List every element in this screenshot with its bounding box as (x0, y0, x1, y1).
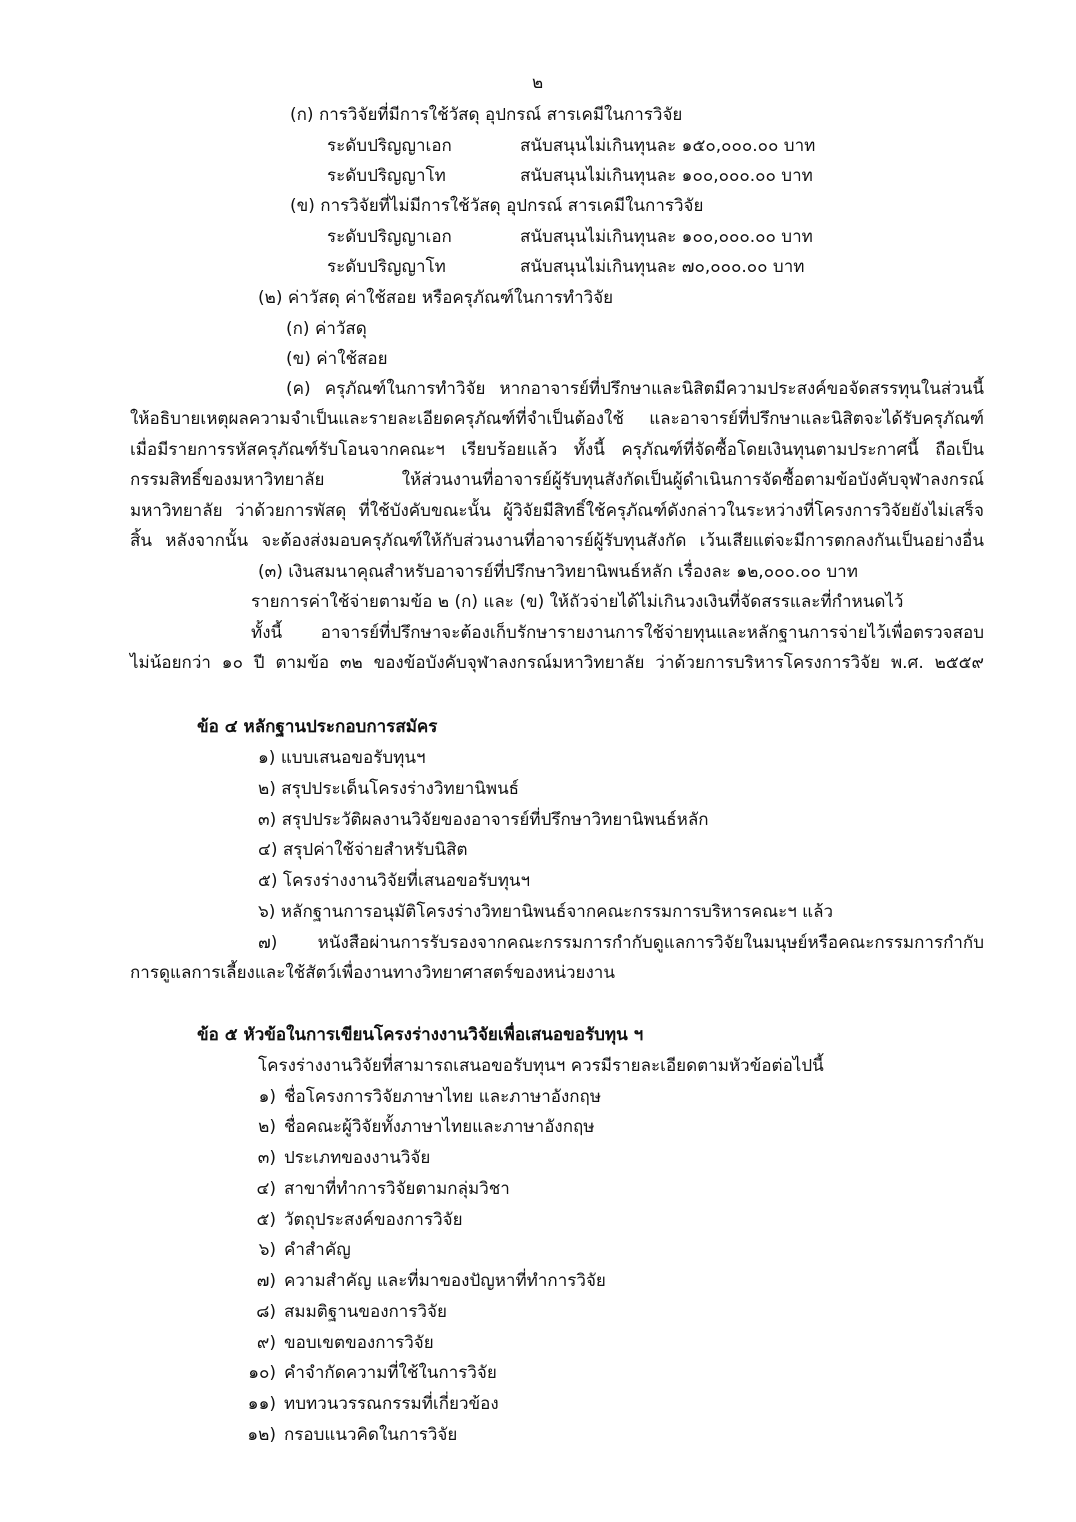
item-2-kh: (ข) ค่าใช้สอย (286, 349, 388, 369)
list-item: กรอบแนวคิดในการวิจัย (284, 1425, 458, 1445)
list-item-continuation: การดูแลการเลี้ยงและใช้สัตว์เพื่องานทางวิทยาศาสตร์ของหน่วยงาน (130, 963, 615, 983)
paragraph-line: สิ้น หลังจากนั้น จะต้องส่งมอบครุภัณฑ์ให้กับส่วนงานที่อาจารย์ผู้รับทุนสังกัด เว้นเสียแต่จะมีการตกลงกันเป็นอย่างอื่น (130, 531, 984, 551)
level-phd: ระดับปริญญาเอก (327, 136, 452, 156)
list-item: สาขาที่ทำการวิจัยตามกลุ่มวิชา (284, 1179, 510, 1199)
level-master: ระดับปริญญาโท (327, 166, 446, 186)
item-2: (๒) ค่าวัสดุ ค่าใช้สอย หรือครุภัณฑ์ในการทำวิจัย (258, 288, 614, 308)
list-number: ๑๒) (247, 1425, 276, 1445)
paragraph-line: กรรมสิทธิ์ของมหาวิทยาลัย ให้ส่วนงานที่อาจารย์ผู้รับทุนสังกัดเป็นผู้ดำเนินการจัดซื้อตามข้อบังคับจุฬาลงกรณ์ (130, 470, 984, 490)
list-item: ๕) โครงร่างงานวิจัยที่เสนอขอรับทุนฯ (258, 871, 531, 891)
expense-note: รายการค่าใช้จ่ายตามข้อ ๒ (ก) และ (ข) ให้ถัวจ่ายได้ไม่เกินวงเงินที่จัดสรรและที่กำหนดไว้ (251, 592, 904, 612)
amount-phd: สนับสนุนไม่เกินทุนละ ๑๕๐,๐๐๐.๐๐ บาท (520, 136, 816, 156)
list-item: ประเภทของงานวิจัย (284, 1148, 431, 1168)
list-number: ๔) (256, 1179, 276, 1199)
list-item: ๒) สรุปประเด็นโครงร่างวิทยานิพนธ์ (258, 779, 520, 799)
level-master: ระดับปริญญาโท (327, 257, 446, 277)
list-item: ๔) สรุปค่าใช้จ่ายสำหรับนิสิต (258, 840, 468, 860)
list-number: ๑๑) (247, 1394, 276, 1414)
list-item: วัตถุประสงค์ของการวิจัย (284, 1210, 463, 1230)
paragraph-line: ทั้งนี้ อาจารย์ที่ปรึกษาจะต้องเก็บรักษารายงานการใช้จ่ายทุนและหลักฐานการจ่ายไว้เพื่อตรวจสอบ (251, 623, 984, 643)
list-number: ๑) (258, 1087, 276, 1107)
paragraph-line: ให้อธิบายเหตุผลความจำเป็นและรายละเอียดครุภัณฑ์ที่จำเป็นต้องใช้ และอาจารย์ที่ปรึกษาและนิสิตจะได้รับครุภัณฑ์ (130, 409, 984, 429)
list-item: ขอบเขตของการวิจัย (284, 1333, 434, 1353)
level-phd: ระดับปริญญาเอก (327, 227, 452, 247)
list-item: ๗) หนังสือผ่านการรับรองจากคณะกรรมการกำกับดูแลการวิจัยในมนุษย์หรือคณะกรรมการกำกับ (258, 933, 984, 953)
section-4-heading: ข้อ ๔ หลักฐานประกอบการสมัคร (197, 717, 438, 737)
list-number: ๕) (256, 1210, 276, 1230)
item-2-k: (ก) ค่าวัสดุ (286, 319, 367, 339)
list-item: ๑) แบบเสนอขอรับทุนฯ (258, 748, 426, 768)
page-number: ๒ (532, 73, 544, 93)
amount-master: สนับสนุนไม่เกินทุนละ ๑๐๐,๐๐๐.๐๐ บาท (520, 166, 813, 186)
list-number: ๑๐) (248, 1363, 276, 1383)
list-number: ๒) (258, 1117, 276, 1137)
list-number: ๖) (258, 1240, 276, 1260)
section-5-heading: ข้อ ๕ หัวข้อในการเขียนโครงร่างงานวิจัยเพื่อเสนอขอรับทุน ฯ (197, 1025, 644, 1045)
paragraph-line: ไม่น้อยกว่า ๑๐ ปี ตามข้อ ๓๒ ของข้อบังคับจุฬาลงกรณ์มหาวิทยาลัย ว่าด้วยการบริหารโครงการวิจัย พ.ศ. ๒๕๕๙ (130, 653, 984, 673)
list-number: ๘) (256, 1302, 276, 1322)
list-item: ความสำคัญ และที่มาของปัญหาที่ทำการวิจัย (284, 1271, 606, 1291)
list-item: ทบทวนวรรณกรรมที่เกี่ยวข้อง (284, 1394, 499, 1414)
paragraph-line: (ค) ครุภัณฑ์ในการทำวิจัย หากอาจารย์ที่ปรึกษาและนิสิตมีความประสงค์ขอจัดสรรทุนในส่วนนี้ (286, 379, 984, 399)
amount-phd: สนับสนุนไม่เกินทุนละ ๑๐๐,๐๐๐.๐๐ บาท (520, 227, 813, 247)
item-3: (๓) เงินสมนาคุณสำหรับอาจารย์ที่ปรึกษาวิทยานิพนธ์หลัก เรื่องละ ๑๒,๐๐๐.๐๐ บาท (258, 562, 858, 582)
paragraph-line: เมื่อมีรายการรหัสครุภัณฑ์รับโอนจากคณะฯ เรียบร้อยแล้ว ทั้งนี้ ครุภัณฑ์ที่จัดซื้อโดยเงินทุนตามประกาศนี้ ถือเป็น (130, 440, 984, 460)
section-5-intro: โครงร่างงานวิจัยที่สามารถเสนอขอรับทุนฯ ควรมีรายละเอียดตามหัวข้อต่อไปนี้ (258, 1056, 824, 1076)
item-k-label: (ก) การวิจัยที่มีการใช้วัสดุ อุปกรณ์ สารเคมีในการวิจัย (290, 105, 683, 125)
list-item: ชื่อโครงการวิจัยภาษาไทย และภาษาอังกฤษ (284, 1087, 602, 1107)
list-item: คำสำคัญ (284, 1240, 351, 1260)
list-number: ๙) (256, 1333, 276, 1353)
list-item: ๖) หลักฐานการอนุมัติโครงร่างวิทยานิพนธ์จากคณะกรรมการบริหารคณะฯ แล้ว (258, 902, 834, 922)
amount-master: สนับสนุนไม่เกินทุนละ ๗๐,๐๐๐.๐๐ บาท (520, 257, 805, 277)
list-item: คำจำกัดความที่ใช้ในการวิจัย (284, 1363, 497, 1383)
paragraph-line: มหาวิทยาลัย ว่าด้วยการพัสดุ ที่ใช้บังคับขณะนั้น ผู้วิจัยมีสิทธิ์ใช้ครุภัณฑ์ดังกล่าวในระหว่างที่โครงการวิจัยยังไม่เสร็จ (130, 501, 984, 521)
list-item: ชื่อคณะผู้วิจัยทั้งภาษาไทยและภาษาอังกฤษ (284, 1117, 595, 1137)
list-number: ๓) (257, 1148, 276, 1168)
list-number: ๗) (256, 1271, 276, 1291)
item-kh-label: (ข) การวิจัยที่ไม่มีการใช้วัสดุ อุปกรณ์ สารเคมีในการวิจัย (290, 196, 704, 216)
list-item: สมมติฐานของการวิจัย (284, 1302, 447, 1322)
list-item: ๓) สรุปประวัติผลงานวิจัยของอาจารย์ที่ปรึกษาวิทยานิพนธ์หลัก (258, 810, 709, 830)
